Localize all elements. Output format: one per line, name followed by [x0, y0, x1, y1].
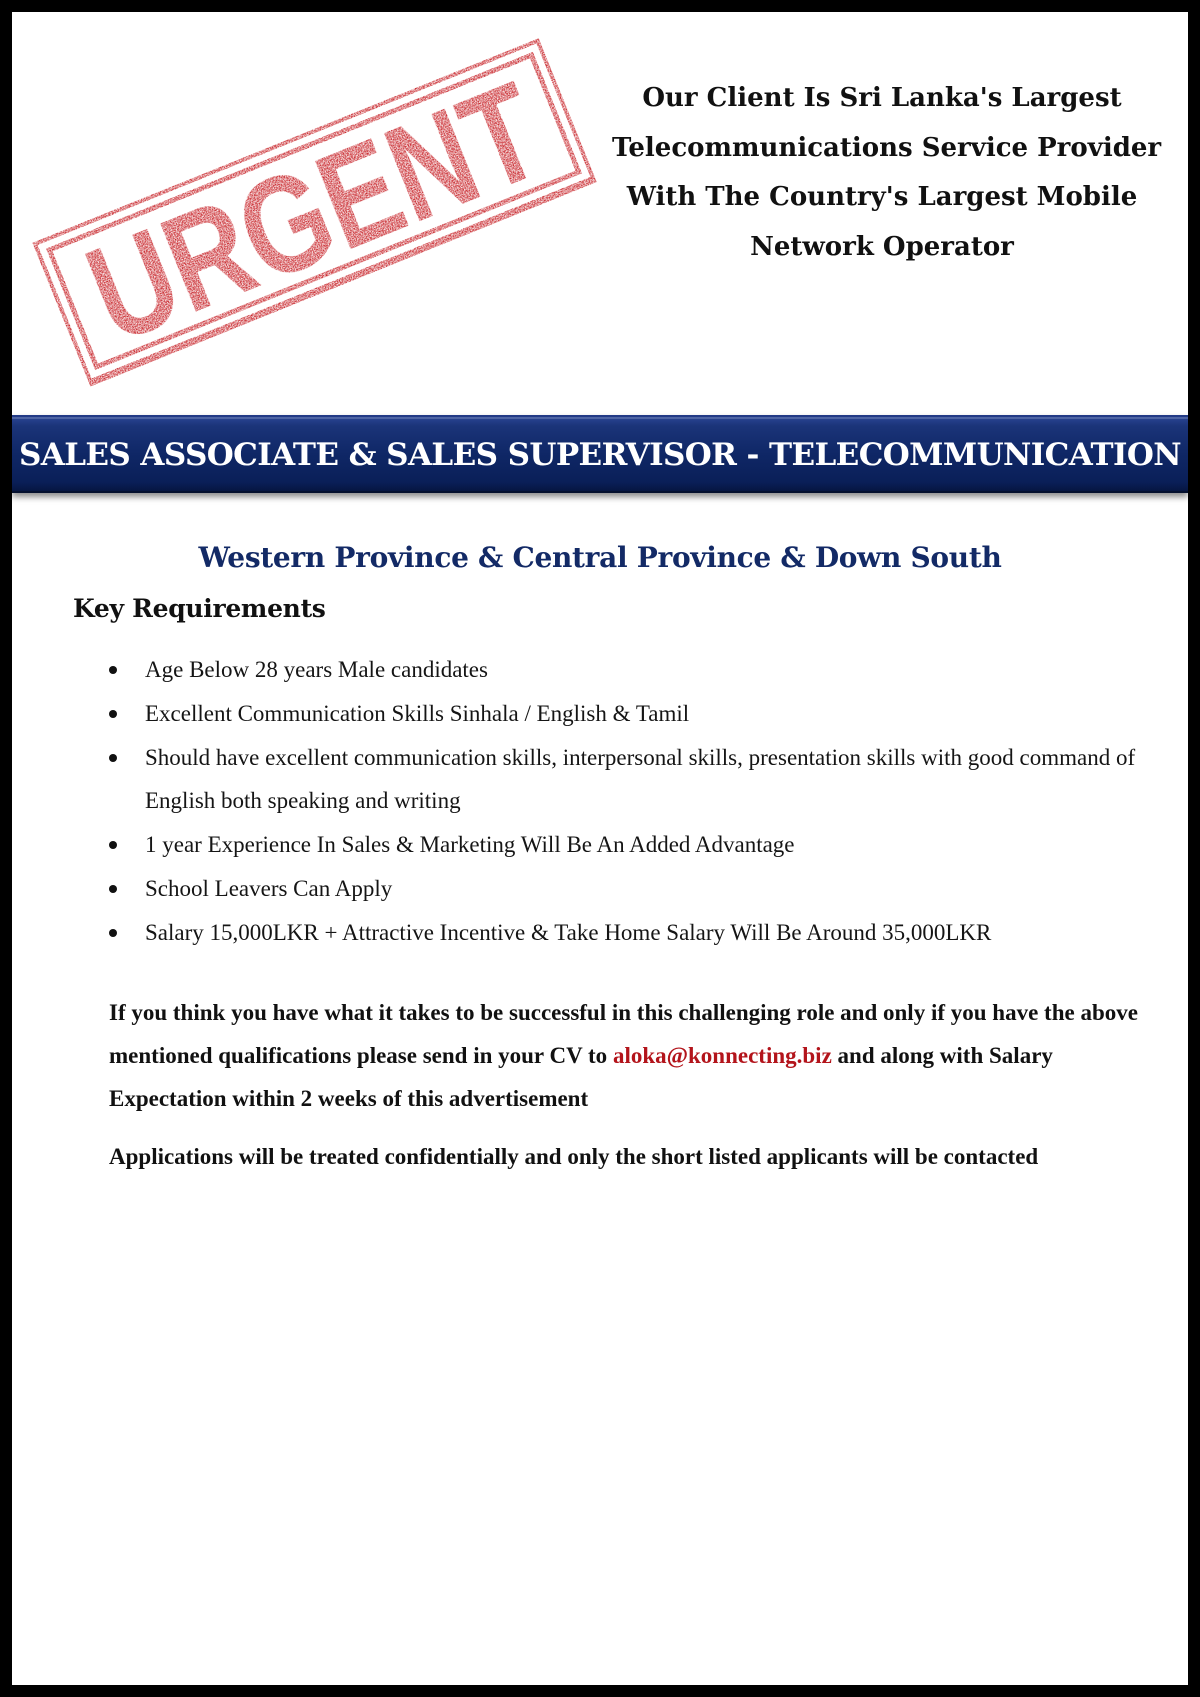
bullet-icon [109, 666, 117, 674]
client-description [612, 74, 1162, 272]
bullet-icon [109, 929, 117, 937]
requirement-text: 1 year Experience In Sales & Marketing Will Be An Added Advantage [145, 831, 795, 857]
key-requirements-heading: Key Requirements [73, 594, 326, 623]
requirements-list [12, 649, 1188, 956]
job-title-banner [12, 415, 1188, 493]
apply-text-before: If you think you have what it takes to be successful in this challenging role and only if you have the above mentioned qualifications please send in your CV to [109, 1000, 1138, 1068]
requirement-text: Salary 15,000LKR + Attractive Incentive & Take Home Salary Will Be Around 35,000LKR [145, 919, 992, 945]
client-line: Telecommunications Service Provider [612, 132, 1162, 163]
confidentiality-note: Applications will be treated confidentially and only the short listed applicants will be contacted [109, 1144, 1039, 1169]
client-line: Network Operator [750, 231, 1014, 262]
job-advertisement-page [12, 12, 1188, 1685]
urgent-stamp-logo [26, 11, 666, 390]
list-item [12, 649, 1188, 692]
list-item [12, 737, 1188, 822]
email-link[interactable]: aloka@konnecting.biz [612, 1043, 832, 1068]
list-item [12, 693, 1188, 736]
list-item [12, 912, 1188, 955]
bullet-icon [109, 841, 117, 849]
requirement-text: Should have excellent communication skills, interpersonal skills, presentation skills with good command of English both speaking and writing [145, 745, 1136, 813]
region-heading: Western Province & Central Province & Down South [198, 541, 1002, 574]
apply-text-after: and along with Salary Expectation within 2 weeks of this advertisement [109, 1043, 1053, 1111]
application-instructions [109, 991, 1149, 1120]
list-item [12, 824, 1188, 867]
requirement-text: Excellent Communication Skills Sinhala / English & Tamil [145, 701, 690, 726]
urgent-stamp-text: URGENT [68, 11, 666, 373]
client-line: Our Client Is Sri Lanka's Largest [642, 83, 1122, 113]
requirement-text: School Leavers Can Apply [145, 875, 393, 901]
bullet-icon [109, 754, 117, 762]
bullet-icon [109, 885, 117, 893]
bullet-icon [109, 710, 117, 718]
list-item [12, 868, 1188, 911]
requirement-text: Age Below 28 years Male candidates [145, 657, 488, 682]
job-title: SALES ASSOCIATE & SALES SUPERVISOR - TELECOMMUNICATION [18, 437, 1182, 473]
client-line: With The Country's Largest Mobile [626, 182, 1138, 212]
